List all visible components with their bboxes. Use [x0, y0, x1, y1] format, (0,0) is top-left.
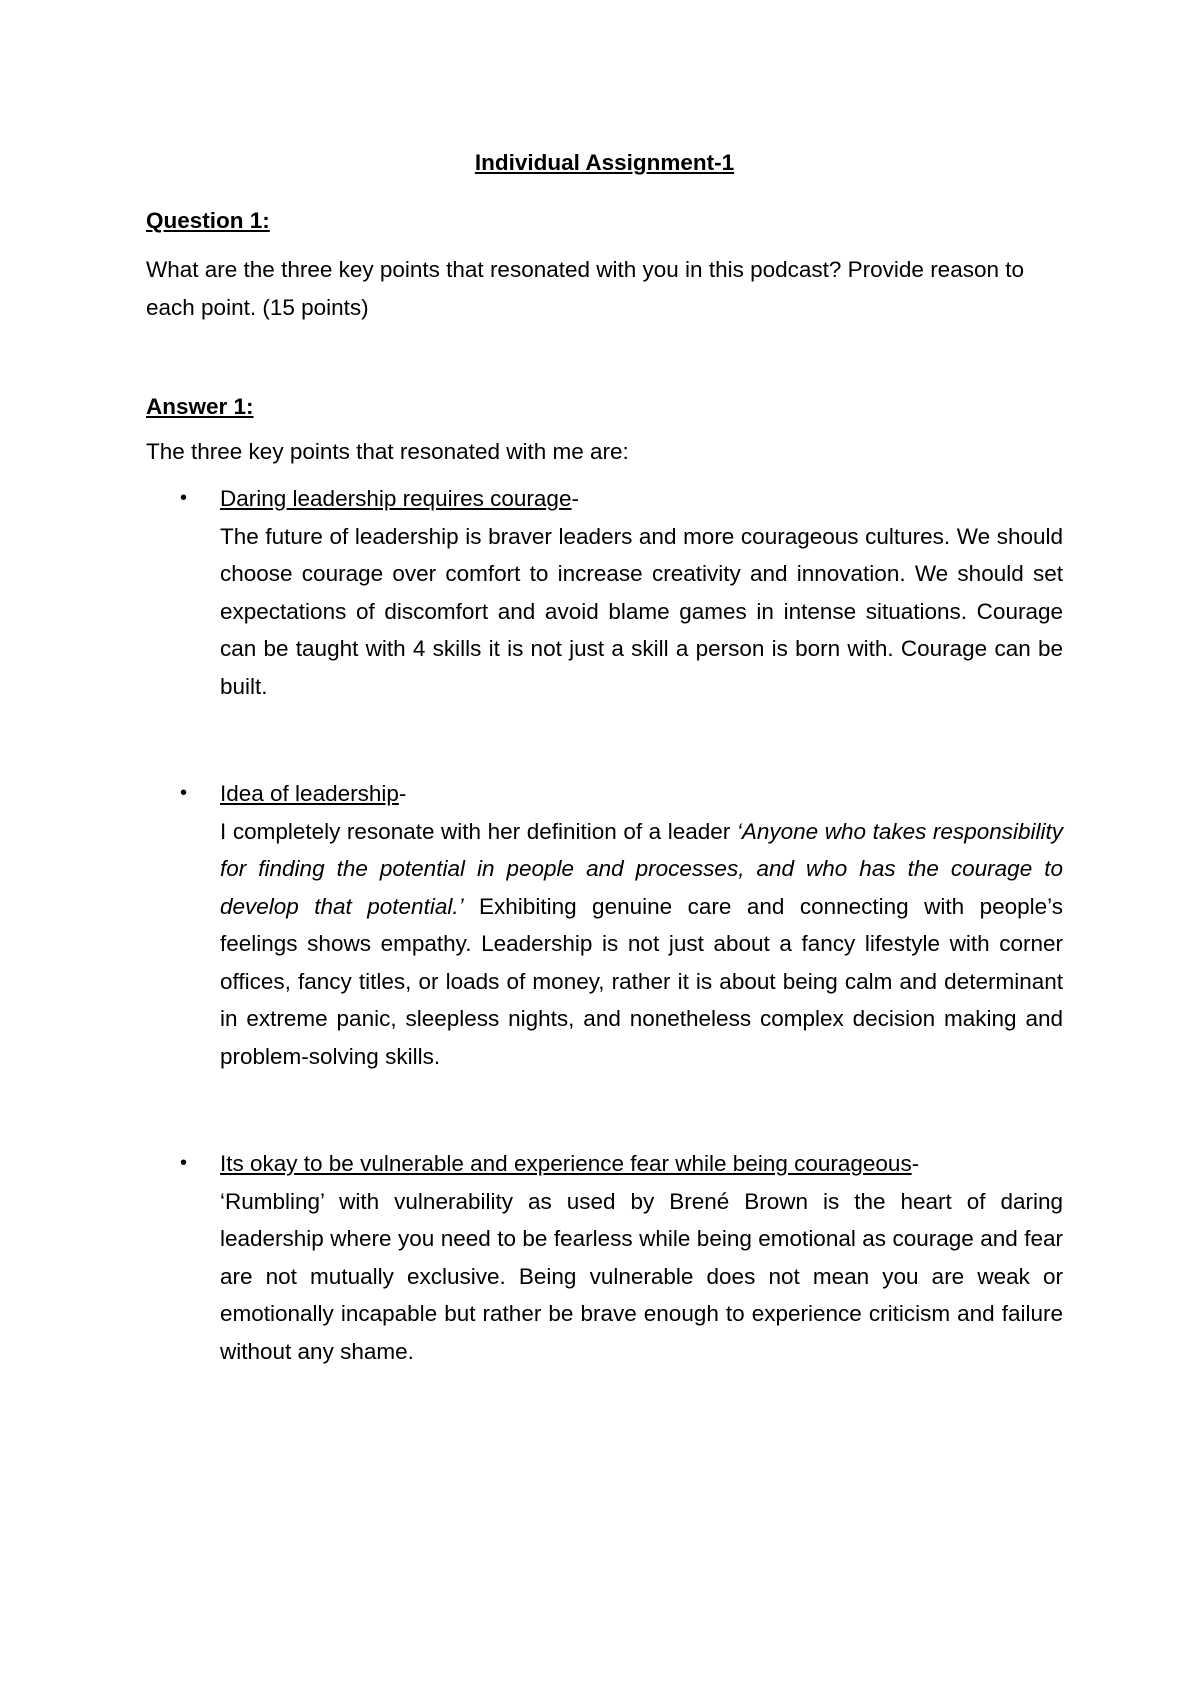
- point-body-intro: I completely resonate with her definition of a leader: [220, 818, 737, 844]
- point-body: [220, 813, 1063, 1076]
- point-body: The future of leadership is braver leaders and more courageous cultures. We should choose courage over comfort to increase creativity and innovation. We should set expectations of discomfort and avoid blame games in intense situations. Courage can be taught with 4 skills it is not just a skill a person is born with. Courage can be built.: [220, 523, 1063, 699]
- answer-heading: Answer 1:: [146, 394, 254, 419]
- point-title-text: Its okay to be vulnerable and experience fear while being courageous: [220, 1151, 912, 1176]
- document-title: Individual Assignment-1: [474, 150, 735, 175]
- answer-intro: The three key points that resonated with me are:: [146, 439, 629, 464]
- point-body: ‘Rumbling’ with vulnerability as used by Brené Brown is the heart of daring leadership where you need to be fearless while being emotional as courage and fear are not mutually exclusive. Being vulnerable does not mean you are weak or emotionally incapable but rather be brave enough to experience criticism and failure without any shame.: [220, 1188, 1063, 1364]
- point-title-dash: -: [398, 781, 407, 806]
- bullet-icon: •: [180, 782, 188, 804]
- point-title-dash: -: [911, 1151, 920, 1176]
- bullet-icon: •: [180, 487, 188, 509]
- point-title-text: Daring leadership requires courage: [220, 486, 572, 511]
- point-title: [220, 1145, 1063, 1183]
- point-title-text: Idea of leadership: [220, 781, 399, 806]
- point-title: [220, 480, 1063, 518]
- leader-definition-quote: ‘Anyone who takes responsibility for finding the potential in people and processes, and who has the courage to develop that potential.’: [220, 818, 1063, 919]
- key-points-list: [146, 480, 1063, 1370]
- point-title: [220, 775, 1063, 813]
- list-item: [146, 1145, 1063, 1370]
- question-text: What are the three key points that resonated with you in this podcast? Provide reason to each point. (15 points): [146, 257, 1025, 320]
- point-body-rest: Exhibiting genuine care and connecting with people’s feelings shows empathy. Leadership is not just about a fancy lifestyle with corner offices, fancy titles, or loads of money, rather it is about being calm and determinant in extreme panic, sleepless nights, and nonetheless complex decision making and problem-solving skills.: [220, 893, 1063, 1069]
- point-title-dash: -: [571, 486, 579, 511]
- list-item: [146, 480, 1063, 705]
- list-item: [146, 775, 1063, 1075]
- question-heading: Question 1:: [146, 208, 270, 233]
- bullet-icon: •: [180, 1152, 188, 1174]
